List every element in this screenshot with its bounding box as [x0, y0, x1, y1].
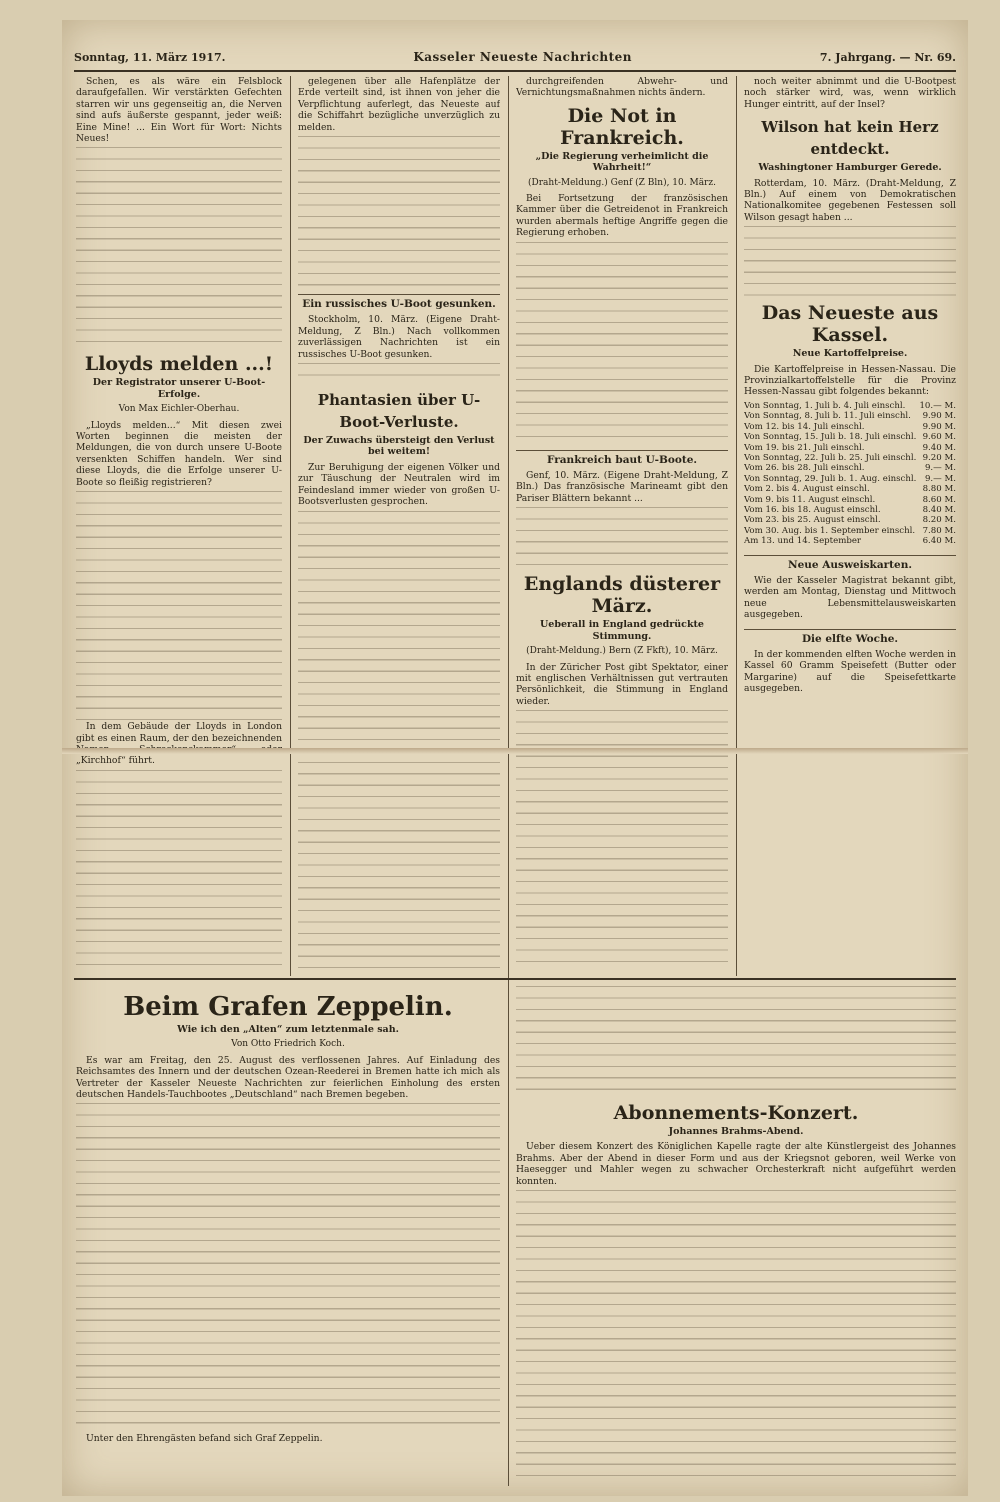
price-row	[744, 515, 956, 525]
zeppelin-subheadline: Wie ich den „Alten“ zum letztenmale sah.	[177, 1024, 399, 1035]
price-row	[744, 536, 956, 546]
text-block	[298, 136, 500, 286]
price-period: Vom 9. bis 11. August einschl.	[744, 494, 876, 505]
ausweiskarten-headline: Neue Ausweiskarten.	[744, 555, 956, 571]
price-value: 7.80 M.	[922, 525, 956, 536]
column-4	[744, 76, 956, 972]
price-period: Von Sonntag, 8. Juli b. 11. Juli einschl.	[744, 411, 911, 422]
price-value: 9.— M.	[924, 473, 956, 484]
wilson-headline: Wilson hat kein Herz entdeckt.	[761, 118, 939, 159]
lloyds-subheadline: Der Registrator unserer U-Boot-Erfolge.	[92, 377, 266, 400]
price-value: 8.40 M.	[922, 504, 956, 515]
price-value: 9.40 M.	[922, 442, 956, 453]
zeppelin-byline: Von Otto Friedrich Koch.	[231, 1039, 345, 1050]
text-block	[298, 511, 500, 973]
elfte-woche-text: In der kommenden elften Woche werden in Kassel 60 Gramm Speisefett (Butter oder Margarine) auf die Speisefettkarte ausgegeben.	[744, 649, 956, 695]
price-period: Vom 26. bis 28. Juli einschl.	[744, 463, 865, 474]
price-period: Vom 12. bis 14. Juli einschl.	[744, 421, 865, 432]
ausweiskarten-text: Wie der Kasseler Magistrat bekannt gibt, werden am Montag, Dienstag und Mittwoch neue Lebensmittelausweiskarten ausgegeben.	[744, 574, 956, 621]
englands-maerz-text: In der Züricher Post gibt Spektator, einer mit englischen Verhältnissen gut vertrauten Persönlichkeit, die Stimmung in England wieder.	[516, 661, 728, 707]
frankreich-headline: Die Not in Frankreich.	[560, 104, 684, 149]
wilson-text: Rotterdam, 10. März. (Draht-Meldung, Z Bln.) Auf einem von Demokratischen Nationalkomitee gegebenen Festessen soll Wilson gesagt haben ...	[744, 177, 956, 223]
price-period: Von Sonntag, 15. Juli b. 18. Juli einschl.	[744, 432, 917, 443]
price-row	[744, 484, 956, 494]
text-block	[76, 147, 282, 347]
price-row	[744, 526, 956, 536]
price-row	[744, 411, 956, 421]
price-period: Vom 2. bis 4. August einschl.	[744, 484, 870, 495]
text-block	[76, 1103, 500, 1433]
price-period: Am 13. und 14. September	[744, 536, 862, 547]
text-block	[516, 1190, 956, 1486]
column-3	[516, 76, 728, 972]
price-period: Von Sonntag, 22. Juli b. 25. Juli einschl.	[744, 452, 917, 463]
text-block	[76, 491, 282, 721]
price-value: 8.20 M.	[922, 515, 956, 526]
text-block	[298, 363, 500, 383]
frankreich-dateline: (Draht-Meldung.) Genf (Z Bln), 10. März.	[528, 177, 716, 188]
lloyds-text-2: In dem Gebäude der Lloyds in London gibt es einen Raum, der den bezeichnenden „Kirchhof“ führt.	[76, 721, 282, 767]
potato-price-table	[744, 401, 956, 547]
price-value: 9.90 M.	[922, 421, 956, 432]
column-rule	[290, 76, 291, 976]
englands-maerz-headline: Englands düsterer März.	[523, 573, 721, 618]
column-3-text: durchgreifenden Abwehr- und Vernichtungsmaßnahmen nichts ändern.	[516, 76, 728, 99]
price-value: 8.60 M.	[922, 494, 956, 505]
konzert-article	[516, 986, 956, 1486]
price-row	[744, 401, 956, 411]
price-row	[744, 463, 956, 473]
price-row	[744, 453, 956, 463]
price-period: Von Sonntag, 29. Juli b. 1. Aug. einschl.	[744, 473, 917, 484]
zeppelin-headline: Beim Grafen Zeppelin.	[123, 992, 453, 1022]
price-row	[744, 432, 956, 442]
price-row	[744, 474, 956, 484]
lloyds-text: „Lloyds melden...“ Mit diesen zwei Worten beginnen die meisten der Meldungen, die von durch unsere U-Boote versenkten Schiffen handeln. Wer sind diese Lloyds, die die Erfolge unserer U-Boote so fleißig registrieren?	[76, 419, 282, 488]
text-block	[516, 242, 728, 442]
elfte-woche-headline: Die elfte Woche.	[744, 629, 956, 645]
wilson-subheadline: Washingtoner Hamburger Gerede.	[758, 162, 942, 174]
price-period: Vom 16. bis 18. August einschl.	[744, 504, 881, 515]
neueste-kassel-headline: Das Neueste aus Kassel.	[761, 302, 939, 347]
section-rule	[74, 978, 956, 980]
price-row	[744, 505, 956, 515]
text-block	[76, 770, 282, 972]
phantasien-headline: Phantasien über U-Boot-Verluste.	[317, 391, 481, 432]
column-rule	[508, 76, 509, 1486]
price-value: 9.60 M.	[922, 432, 956, 443]
price-value: 9.20 M.	[922, 452, 956, 463]
price-value: 8.80 M.	[922, 484, 956, 495]
price-value: 6.40 M.	[922, 536, 956, 547]
column-2	[298, 76, 500, 972]
column-rule	[736, 76, 737, 976]
price-row	[744, 443, 956, 453]
price-value: 9.90 M.	[922, 411, 956, 422]
lloyds-byline: Von Max Eichler-Oberhau.	[118, 404, 240, 415]
lloyds-headline: Lloyds melden ...!	[84, 353, 274, 376]
paper-title: Kasseler Neueste Nachrichten	[413, 50, 633, 64]
issue-number: 7. Jahrgang. — Nr. 69.	[819, 50, 956, 64]
price-period: Von Sonntag, 1. Juli b. 4. Juli einschl.	[744, 400, 906, 411]
kartoffelpreise-text: Die Kartoffelpreise in Hessen-Nassau. Die Provinzialkartoffelstelle für die Provinz Hessen-Nassau gibt folgendes bekannt:	[744, 363, 956, 398]
column-1	[76, 76, 282, 972]
price-row	[744, 422, 956, 432]
konzert-text: Ueber diesem Konzert des Königlichen Kapelle ragte der alte Künstlergeist des Johannes Brahms. Aber der Abend in dieser Form und aus der Kriegsnot geboren, weil Werke von Haesegger und Mahler wegen zu schwacher Orchesterkraft nicht aufgeführt werden konnten.	[516, 1141, 956, 1187]
text-block	[516, 507, 728, 567]
text-block	[744, 226, 956, 296]
zeppelin-text: Es war am Freitag, den 25. August des verflossenen Jahres. Auf Einladung des Reichsamtes des Innern und der deutschen Ozean-Reederei in Bremen hatte ich mich als Vertreter der Kasseler Neueste Nachrichten zur feierlichen Einholung des ersten deutschen Handels-Tauchbootes „Deutschland“ nach Bremen begeben.	[76, 1054, 500, 1101]
russian-uboat-text: Stockholm, 10. März. (Eigene Draht-Meldung, Z Bln.) Nach vollkommen zuverlässigen Nachrichten ist ein russisches U-Boot gesunken.	[298, 314, 500, 360]
masthead	[74, 44, 956, 72]
price-value: 9.— M.	[924, 463, 956, 474]
frankreich-text: Bei Fortsetzung der französischen Kammer über die Getreidenot in Frankreich wurden abermals heftige Angriffe gegen die Regierung erhoben.	[516, 193, 728, 239]
englands-maerz-subheadline: Ueberall in England gedrückte Stimmung.	[540, 619, 704, 642]
zeppelin-article	[76, 986, 500, 1486]
frankreich-uboote-text: Genf, 10. März. (Eigene Draht-Meldung, Z Bln.) Das französische Marineamt gibt den Pariser Blättern bekannt ...	[516, 470, 728, 504]
konzert-headline: Abonnements-Konzert.	[613, 1102, 859, 1124]
kartoffelpreise-subheadline: Neue Kartoffelpreise.	[792, 348, 908, 360]
issue-date: Sonntag, 11. März 1917.	[74, 50, 226, 64]
newspaper-page	[62, 20, 968, 1496]
russian-uboat-headline: Ein russisches U-Boot gesunken.	[298, 294, 500, 310]
frankreich-uboote-headline: Frankreich baut U-Boote.	[516, 450, 728, 466]
phantasien-text: Zur Beruhigung der eigenen Völker und zur Täuschung der Neutralen wird im Feindesland immer wieder von großen U-Bootsverlusten gesprochen.	[298, 461, 500, 508]
englands-maerz-dateline: (Draht-Meldung.) Bern (Z Fkft), 10. März.	[526, 646, 718, 657]
column-4-text: noch weiter abnimmt und die U-Bootpest noch stärker wird, was, wenn wirklich Hunger eintritt, auf der Insel?	[744, 76, 956, 110]
text-block	[516, 986, 956, 1096]
price-row	[744, 495, 956, 505]
price-period: Vom 19. bis 21. Juli einschl.	[744, 442, 865, 453]
konzert-subheadline: Johannes Brahms-Abend.	[668, 1126, 804, 1137]
price-period: Vom 30. Aug. bis 1. September einschl.	[744, 525, 916, 536]
price-value: 10.— M.	[919, 400, 956, 411]
column-2-text: gelegenen über alle Hafenplätze der Erde verteilt sind, ist ihnen von jeher die Verpflichtung auferlegt, das Neueste auf die Schiffahrt bezügliche unverzüglich zu melden.	[298, 76, 500, 133]
column-1-text: Schen, es als wäre ein Felsblock daraufgefallen. Wir verstärkten Gefechten starren wir uns gegenseitig an, die Nerven sind aufs äußerste gespannt, jeder weiß: Eine Mine! ... Ein Wort für Wort: Nichts Neues!	[76, 76, 282, 145]
phantasien-subheadline: Der Zuwachs übersteigt den Verlust bei weitem!	[303, 435, 495, 458]
price-period: Vom 23. bis 25. August einschl.	[744, 515, 881, 526]
zeppelin-text-2: Unter den Ehrengästen befand sich Graf Zeppelin.	[86, 1433, 323, 1445]
paper-fold	[62, 748, 968, 754]
frankreich-subheadline: „Die Regierung verheimlicht die Wahrheit!“	[535, 150, 709, 174]
